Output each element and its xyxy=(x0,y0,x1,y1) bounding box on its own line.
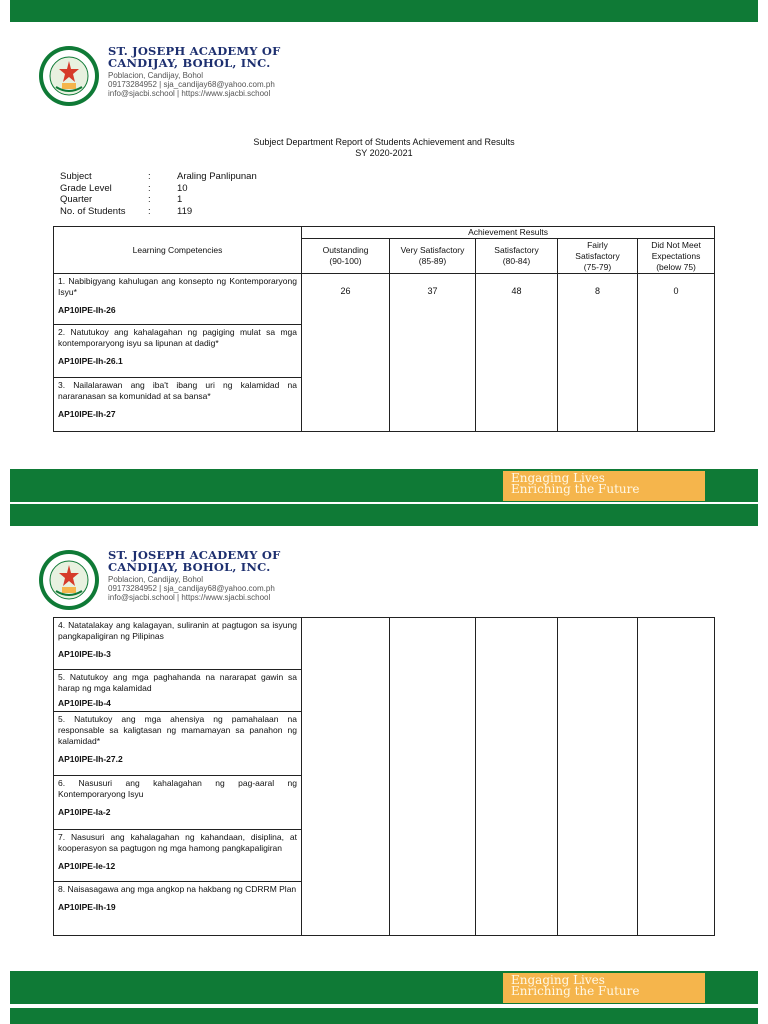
meta-label: Subject xyxy=(60,171,92,182)
competency-header: Learning Competencies xyxy=(54,227,302,274)
school-name-line2: CANDIJAY, BOHOL, INC. xyxy=(108,56,271,70)
col-line: (85-89) xyxy=(418,256,447,266)
school-contact: 09173284952 | sja_candijay68@yahoo.com.ph xyxy=(108,80,275,89)
col-line: Did Not Meet xyxy=(651,239,701,250)
competency-text: 2. Natutukoy ang kahalagahan ng pagiging mulat sa mga kontemporaryong isyu sa lipunan at dadig* xyxy=(58,327,297,348)
school-seal-icon xyxy=(38,45,100,107)
school-name-line2: CANDIJAY, BOHOL, INC. xyxy=(108,560,271,574)
competency-text: 1. Nabibigyang kahulugan ang konsepto ng Kontemporaryong Isyu* xyxy=(58,276,297,297)
result-cell-empty xyxy=(638,618,715,936)
school-address: Poblacion, Candijay, Bohol xyxy=(108,71,204,80)
competency-code: AP10IPE-Ih-26.1 xyxy=(58,356,123,366)
school-name xyxy=(108,45,281,69)
col-line: (90-100) xyxy=(329,256,362,266)
report-sy: SY 2020-2021 xyxy=(355,148,413,158)
competency-code: AP10IPE-Ih-26 xyxy=(58,305,116,315)
report-meta xyxy=(60,171,257,217)
competency-cell xyxy=(54,882,302,936)
col-line: Fairly xyxy=(587,239,608,250)
meta-row-subject xyxy=(60,171,257,183)
school-web: info@sjacbi.school | https://www.sjacbi.school xyxy=(108,593,271,602)
meta-row-students xyxy=(60,206,257,218)
meta-colon: : xyxy=(148,194,151,205)
tagline-line2: Enriching the Future xyxy=(511,984,640,998)
meta-row-quarter xyxy=(60,194,257,206)
tagline-box-page2 xyxy=(503,973,705,1003)
school-name xyxy=(108,549,281,573)
result-did-not-meet: 0 xyxy=(638,274,715,432)
competency-cell xyxy=(54,776,302,830)
competency-code: AP10IPE-Ih-27 xyxy=(58,409,116,419)
col-line: Satisfactory xyxy=(494,245,539,255)
competency-cell xyxy=(54,830,302,882)
school-seal-icon xyxy=(38,549,100,611)
school-name-line1: ST. JOSEPH ACADEMY OF xyxy=(108,44,281,58)
col-very-satisfactory xyxy=(390,239,476,274)
meta-colon: : xyxy=(148,171,151,182)
competency-cell xyxy=(54,325,302,378)
meta-colon: : xyxy=(148,182,151,194)
bottom-green-bar xyxy=(10,1008,758,1024)
meta-label: Grade Level xyxy=(60,182,112,194)
meta-value: 1 xyxy=(177,194,183,205)
competency-text: 5. Natutukoy ang mga ahensiya ng pamahalaan na responsable sa kaligtasan ng mamamayan sa panahon ng kalamidad* xyxy=(58,714,297,746)
meta-value: 119 xyxy=(177,205,193,217)
competency-text: 3. Nailalarawan ang iba't ibang uri ng kalamidad na nararanasan sa komunidad at sa bansa* xyxy=(58,380,297,401)
competency-cell xyxy=(54,712,302,776)
competency-text: 4. Natatalakay ang kalagayan, suliranin at pagtugon sa isyung pangkapaligiran ng Pilipinas xyxy=(58,620,297,641)
school-web: info@sjacbi.school | https://www.sjacbi.school xyxy=(108,89,271,98)
competency-text: 7. Nasusuri ang kahalagahan ng kahandaan, disiplina, at kooperasyon sa pagtugon ng mga hamong pangkapaligiran xyxy=(58,832,297,853)
meta-colon: : xyxy=(148,205,151,217)
competency-code: AP10IPE-Ib-3 xyxy=(58,649,111,659)
achievement-table-page1 xyxy=(53,226,715,432)
school-contact: 09173284952 | sja_candijay68@yahoo.com.ph xyxy=(108,584,275,593)
result-cell-empty xyxy=(558,618,638,936)
competency-code: AP10IPE-Ie-12 xyxy=(58,861,116,871)
tagline-line1: Engaging Lives xyxy=(511,471,605,485)
col-line: (below 75) xyxy=(656,261,696,272)
school-address: Poblacion, Candijay, Bohol xyxy=(108,575,204,584)
top-green-bar xyxy=(10,0,758,22)
meta-row-grade xyxy=(60,183,257,195)
competency-text: 5. Natutukoy ang mga paghahanda na nararapat gawin sa harap ng mga kalamidad xyxy=(58,672,297,693)
achievement-table-page2 xyxy=(53,617,715,936)
competency-cell xyxy=(54,618,302,670)
competency-code: AP10IPE-Ia-2 xyxy=(58,807,111,817)
col-line: Expectations xyxy=(651,250,701,261)
report-title-text: Subject Department Report of Students Achievement and Results xyxy=(253,137,515,147)
col-line: (80-84) xyxy=(502,256,531,266)
competency-code: AP10IPE-Ih-27.2 xyxy=(58,754,123,764)
result-cell-empty xyxy=(302,618,390,936)
col-line: Outstanding xyxy=(322,245,369,255)
meta-label: Quarter xyxy=(60,194,93,205)
col-line: Satisfactory xyxy=(575,250,620,261)
competency-cell xyxy=(54,274,302,325)
result-cell-empty xyxy=(390,618,476,936)
result-very-satisfactory: 37 xyxy=(390,274,476,432)
school-info xyxy=(108,575,275,602)
meta-value: Araling Panlipunan xyxy=(177,171,257,182)
col-fairly-satisfactory xyxy=(558,239,638,274)
col-satisfactory xyxy=(476,239,558,274)
meta-value: 10 xyxy=(177,182,188,194)
tagline-line2: Enriching the Future xyxy=(511,482,640,496)
col-did-not-meet xyxy=(638,239,715,274)
competency-cell xyxy=(54,670,302,712)
competency-code: AP10IPE-Ib-4 xyxy=(58,698,111,708)
col-outstanding xyxy=(302,239,390,274)
results-header: Achievement Results xyxy=(302,227,715,239)
competency-cell xyxy=(54,378,302,432)
tagline-box xyxy=(503,471,705,501)
col-line: Very Satisfactory xyxy=(400,245,465,255)
competency-text: 6. Nasusuri ang kahalagahan ng pag-aaral ng Kontemporaryong Isyu xyxy=(58,778,297,799)
result-outstanding: 26 xyxy=(302,274,390,432)
result-satisfactory: 48 xyxy=(476,274,558,432)
top-green-bar-page2 xyxy=(10,504,758,526)
result-fairly-satisfactory: 8 xyxy=(558,274,638,432)
result-cell-empty xyxy=(476,618,558,936)
school-name-line1: ST. JOSEPH ACADEMY OF xyxy=(108,548,281,562)
tagline-line1: Engaging Lives xyxy=(511,973,605,987)
col-line: (75-79) xyxy=(583,261,612,272)
competency-code: AP10IPE-Ih-19 xyxy=(58,902,116,912)
meta-label: No. of Students xyxy=(60,205,126,217)
competency-text: 8. Naisasagawa ang mga angkop na hakbang ng CDRRM Plan xyxy=(58,884,297,894)
report-title xyxy=(0,137,768,159)
school-info xyxy=(108,71,275,98)
